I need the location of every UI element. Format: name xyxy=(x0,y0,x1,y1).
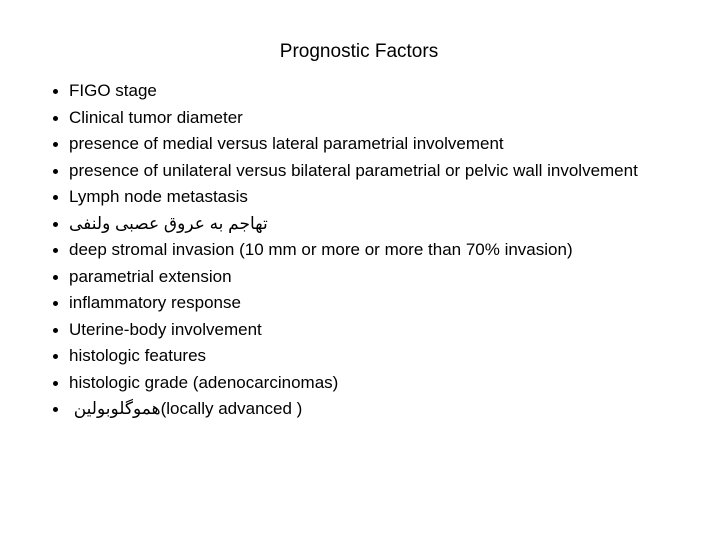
list-item: histologic features xyxy=(53,347,693,365)
bullet-icon xyxy=(53,222,58,227)
list-item: Lymph node metastasis xyxy=(53,188,693,206)
bullet-icon xyxy=(53,169,58,174)
bullet-icon xyxy=(53,195,58,200)
list-item: inflammatory response xyxy=(53,294,693,312)
bullet-icon xyxy=(53,354,58,359)
bullet-icon xyxy=(53,407,58,412)
list-item: presence of medial versus lateral parametrial involvement xyxy=(53,135,693,153)
ltr-text: (locally advanced ) xyxy=(160,399,303,418)
slide-title: Prognostic Factors xyxy=(279,41,439,62)
list-item: deep stromal invasion (10 mm or more or more than 70% invasion) xyxy=(53,241,693,259)
bullet-icon xyxy=(53,142,58,147)
bullet-icon xyxy=(53,89,58,94)
bullet-icon xyxy=(53,275,58,280)
list-item xyxy=(53,400,693,418)
list-item: Clinical tumor diameter xyxy=(53,109,693,127)
list-item: presence of unilateral versus bilateral parametrial or pelvic wall involvement xyxy=(53,162,693,180)
bullet-icon xyxy=(53,248,58,253)
bullet-icon xyxy=(53,301,58,306)
bullet-icon xyxy=(53,116,58,121)
list-item: Uterine-body involvement xyxy=(53,321,693,339)
bullet-list xyxy=(53,82,693,427)
list-item: histologic grade (adenocarcinomas) xyxy=(53,374,693,392)
list-item: parametrial extension xyxy=(53,268,693,286)
bullet-icon xyxy=(53,328,58,333)
list-item: FIGO stage xyxy=(53,82,693,100)
bullet-icon xyxy=(53,381,58,386)
list-item: تهاجم به عروق عصبی ولنفی xyxy=(53,215,693,233)
rtl-text: هموگلوبولین xyxy=(73,399,161,418)
